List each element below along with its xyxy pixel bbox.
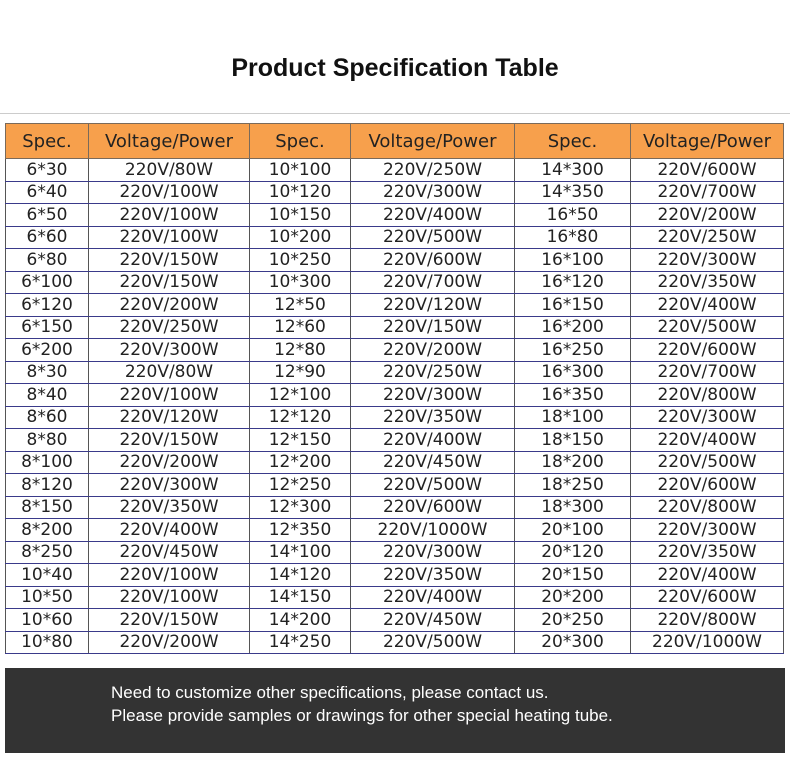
voltage-power-cell: 220V/100W <box>89 564 250 587</box>
table-row <box>6 339 784 362</box>
voltage-power-cell: 220V/250W <box>89 316 250 339</box>
spec-cell: 20*250 <box>515 609 631 632</box>
table-row <box>6 586 784 609</box>
voltage-power-cell: 220V/300W <box>351 384 515 407</box>
spec-cell: 8*250 <box>6 541 89 564</box>
footer-line-1: Need to customize other specifications, please contact us. <box>111 683 549 702</box>
spec-cell: 8*100 <box>6 451 89 474</box>
table-row <box>6 474 784 497</box>
voltage-power-cell: 220V/200W <box>89 294 250 317</box>
spec-cell: 18*200 <box>515 451 631 474</box>
spec-cell: 10*300 <box>250 271 351 294</box>
table-row <box>6 271 784 294</box>
voltage-power-cell: 220V/120W <box>351 294 515 317</box>
spec-cell: 10*50 <box>6 586 89 609</box>
voltage-power-cell: 220V/150W <box>89 429 250 452</box>
spec-cell: 14*250 <box>250 631 351 654</box>
voltage-power-cell: 220V/800W <box>631 496 784 519</box>
spec-cell: 6*120 <box>6 294 89 317</box>
spec-cell: 12*80 <box>250 339 351 362</box>
spec-cell: 10*40 <box>6 564 89 587</box>
voltage-power-cell: 220V/600W <box>351 496 515 519</box>
table-row <box>6 181 784 204</box>
spec-cell: 12*300 <box>250 496 351 519</box>
voltage-power-cell: 220V/350W <box>631 541 784 564</box>
voltage-power-cell: 220V/150W <box>89 271 250 294</box>
spec-cell: 12*60 <box>250 316 351 339</box>
voltage-power-cell: 220V/500W <box>351 226 515 249</box>
spec-cell: 6*40 <box>6 181 89 204</box>
voltage-power-cell: 220V/700W <box>631 361 784 384</box>
header-spec-1: Spec. <box>6 124 89 159</box>
header-voltage-power-1: Voltage/Power <box>89 124 250 159</box>
voltage-power-cell: 220V/700W <box>351 271 515 294</box>
spec-cell: 12*50 <box>250 294 351 317</box>
header-voltage-power-2: Voltage/Power <box>351 124 515 159</box>
spec-cell: 16*150 <box>515 294 631 317</box>
spec-cell: 20*120 <box>515 541 631 564</box>
voltage-power-cell: 220V/600W <box>631 159 784 182</box>
voltage-power-cell: 220V/600W <box>631 339 784 362</box>
spec-cell: 18*100 <box>515 406 631 429</box>
voltage-power-cell: 220V/300W <box>631 406 784 429</box>
voltage-power-cell: 220V/400W <box>631 429 784 452</box>
spec-cell: 18*150 <box>515 429 631 452</box>
spec-cell: 10*200 <box>250 226 351 249</box>
spec-cell: 16*120 <box>515 271 631 294</box>
voltage-power-cell: 220V/250W <box>351 361 515 384</box>
spec-cell: 8*30 <box>6 361 89 384</box>
table-header-row <box>6 124 784 159</box>
voltage-power-cell: 220V/250W <box>631 226 784 249</box>
spec-cell: 6*30 <box>6 159 89 182</box>
table-row <box>6 519 784 542</box>
table-row <box>6 226 784 249</box>
spec-cell: 14*120 <box>250 564 351 587</box>
table-row <box>6 384 784 407</box>
voltage-power-cell: 220V/500W <box>631 316 784 339</box>
table-row <box>6 609 784 632</box>
spec-cell: 6*200 <box>6 339 89 362</box>
voltage-power-cell: 220V/80W <box>89 159 250 182</box>
spec-cell: 6*60 <box>6 226 89 249</box>
voltage-power-cell: 220V/500W <box>351 474 515 497</box>
spec-cell: 12*350 <box>250 519 351 542</box>
spec-cell: 18*250 <box>515 474 631 497</box>
table-row <box>6 631 784 654</box>
voltage-power-cell: 220V/350W <box>631 271 784 294</box>
voltage-power-cell: 220V/800W <box>631 384 784 407</box>
voltage-power-cell: 220V/600W <box>631 474 784 497</box>
spec-cell: 16*250 <box>515 339 631 362</box>
voltage-power-cell: 220V/120W <box>89 406 250 429</box>
spec-cell: 10*250 <box>250 249 351 272</box>
voltage-power-cell: 220V/200W <box>89 451 250 474</box>
voltage-power-cell: 220V/400W <box>351 429 515 452</box>
voltage-power-cell: 220V/700W <box>631 181 784 204</box>
header-spec-2: Spec. <box>250 124 351 159</box>
spec-cell: 10*150 <box>250 204 351 227</box>
spec-cell: 10*120 <box>250 181 351 204</box>
voltage-power-cell: 220V/300W <box>89 474 250 497</box>
spec-cell: 8*40 <box>6 384 89 407</box>
spec-cell: 8*120 <box>6 474 89 497</box>
voltage-power-cell: 220V/100W <box>89 384 250 407</box>
spec-cell: 6*100 <box>6 271 89 294</box>
table-row <box>6 316 784 339</box>
voltage-power-cell: 220V/200W <box>631 204 784 227</box>
spec-cell: 6*50 <box>6 204 89 227</box>
voltage-power-cell: 220V/100W <box>89 204 250 227</box>
spec-cell: 14*100 <box>250 541 351 564</box>
voltage-power-cell: 220V/400W <box>351 586 515 609</box>
voltage-power-cell: 220V/100W <box>89 586 250 609</box>
spec-cell: 14*150 <box>250 586 351 609</box>
spec-cell: 12*200 <box>250 451 351 474</box>
table-body <box>6 159 784 654</box>
voltage-power-cell: 220V/300W <box>351 181 515 204</box>
spec-cell: 10*100 <box>250 159 351 182</box>
voltage-power-cell: 220V/1000W <box>631 631 784 654</box>
voltage-power-cell: 220V/350W <box>351 564 515 587</box>
header-spec-3: Spec. <box>515 124 631 159</box>
spec-cell: 16*350 <box>515 384 631 407</box>
spec-cell: 16*100 <box>515 249 631 272</box>
footer-banner <box>5 668 785 753</box>
voltage-power-cell: 220V/250W <box>351 159 515 182</box>
voltage-power-cell: 220V/200W <box>89 631 250 654</box>
voltage-power-cell: 220V/350W <box>89 496 250 519</box>
voltage-power-cell: 220V/450W <box>351 609 515 632</box>
table-row <box>6 564 784 587</box>
table-row <box>6 361 784 384</box>
voltage-power-cell: 220V/200W <box>351 339 515 362</box>
page-title: Product Specification Table <box>231 54 559 82</box>
header-voltage-power-3: Voltage/Power <box>631 124 784 159</box>
table-row <box>6 496 784 519</box>
voltage-power-cell: 220V/300W <box>351 541 515 564</box>
table-row <box>6 294 784 317</box>
spec-cell: 6*80 <box>6 249 89 272</box>
spec-cell: 16*200 <box>515 316 631 339</box>
voltage-power-cell: 220V/400W <box>89 519 250 542</box>
table-row <box>6 429 784 452</box>
voltage-power-cell: 220V/800W <box>631 609 784 632</box>
voltage-power-cell: 220V/400W <box>631 294 784 317</box>
spec-cell: 16*50 <box>515 204 631 227</box>
table-row <box>6 159 784 182</box>
spec-cell: 8*60 <box>6 406 89 429</box>
divider <box>0 113 790 114</box>
spec-cell: 6*150 <box>6 316 89 339</box>
voltage-power-cell: 220V/300W <box>89 339 250 362</box>
voltage-power-cell: 220V/600W <box>631 586 784 609</box>
spec-cell: 20*150 <box>515 564 631 587</box>
voltage-power-cell: 220V/600W <box>351 249 515 272</box>
table-row <box>6 204 784 227</box>
voltage-power-cell: 220V/150W <box>89 609 250 632</box>
spec-cell: 20*200 <box>515 586 631 609</box>
table-row <box>6 406 784 429</box>
table-row <box>6 249 784 272</box>
spec-cell: 12*150 <box>250 429 351 452</box>
voltage-power-cell: 220V/150W <box>351 316 515 339</box>
footer-line-2: Please provide samples or drawings for other special heating tube. <box>111 706 613 725</box>
voltage-power-cell: 220V/80W <box>89 361 250 384</box>
voltage-power-cell: 220V/500W <box>631 451 784 474</box>
spec-cell: 12*250 <box>250 474 351 497</box>
voltage-power-cell: 220V/150W <box>89 249 250 272</box>
spec-cell: 10*80 <box>6 631 89 654</box>
spec-cell: 20*300 <box>515 631 631 654</box>
table-row <box>6 541 784 564</box>
spec-cell: 18*300 <box>515 496 631 519</box>
spec-table <box>5 123 784 654</box>
voltage-power-cell: 220V/450W <box>351 451 515 474</box>
spec-cell: 12*90 <box>250 361 351 384</box>
voltage-power-cell: 220V/300W <box>631 519 784 542</box>
voltage-power-cell: 220V/400W <box>351 204 515 227</box>
spec-cell: 10*60 <box>6 609 89 632</box>
voltage-power-cell: 220V/500W <box>351 631 515 654</box>
spec-cell: 14*300 <box>515 159 631 182</box>
voltage-power-cell: 220V/300W <box>631 249 784 272</box>
spec-cell: 8*80 <box>6 429 89 452</box>
voltage-power-cell: 220V/450W <box>89 541 250 564</box>
table-row <box>6 451 784 474</box>
voltage-power-cell: 220V/350W <box>351 406 515 429</box>
spec-cell: 8*200 <box>6 519 89 542</box>
voltage-power-cell: 220V/100W <box>89 181 250 204</box>
spec-cell: 8*150 <box>6 496 89 519</box>
spec-cell: 20*100 <box>515 519 631 542</box>
voltage-power-cell: 220V/400W <box>631 564 784 587</box>
voltage-power-cell: 220V/1000W <box>351 519 515 542</box>
spec-cell: 12*100 <box>250 384 351 407</box>
spec-cell: 12*120 <box>250 406 351 429</box>
spec-cell: 16*80 <box>515 226 631 249</box>
spec-cell: 14*350 <box>515 181 631 204</box>
spec-cell: 14*200 <box>250 609 351 632</box>
voltage-power-cell: 220V/100W <box>89 226 250 249</box>
spec-cell: 16*300 <box>515 361 631 384</box>
